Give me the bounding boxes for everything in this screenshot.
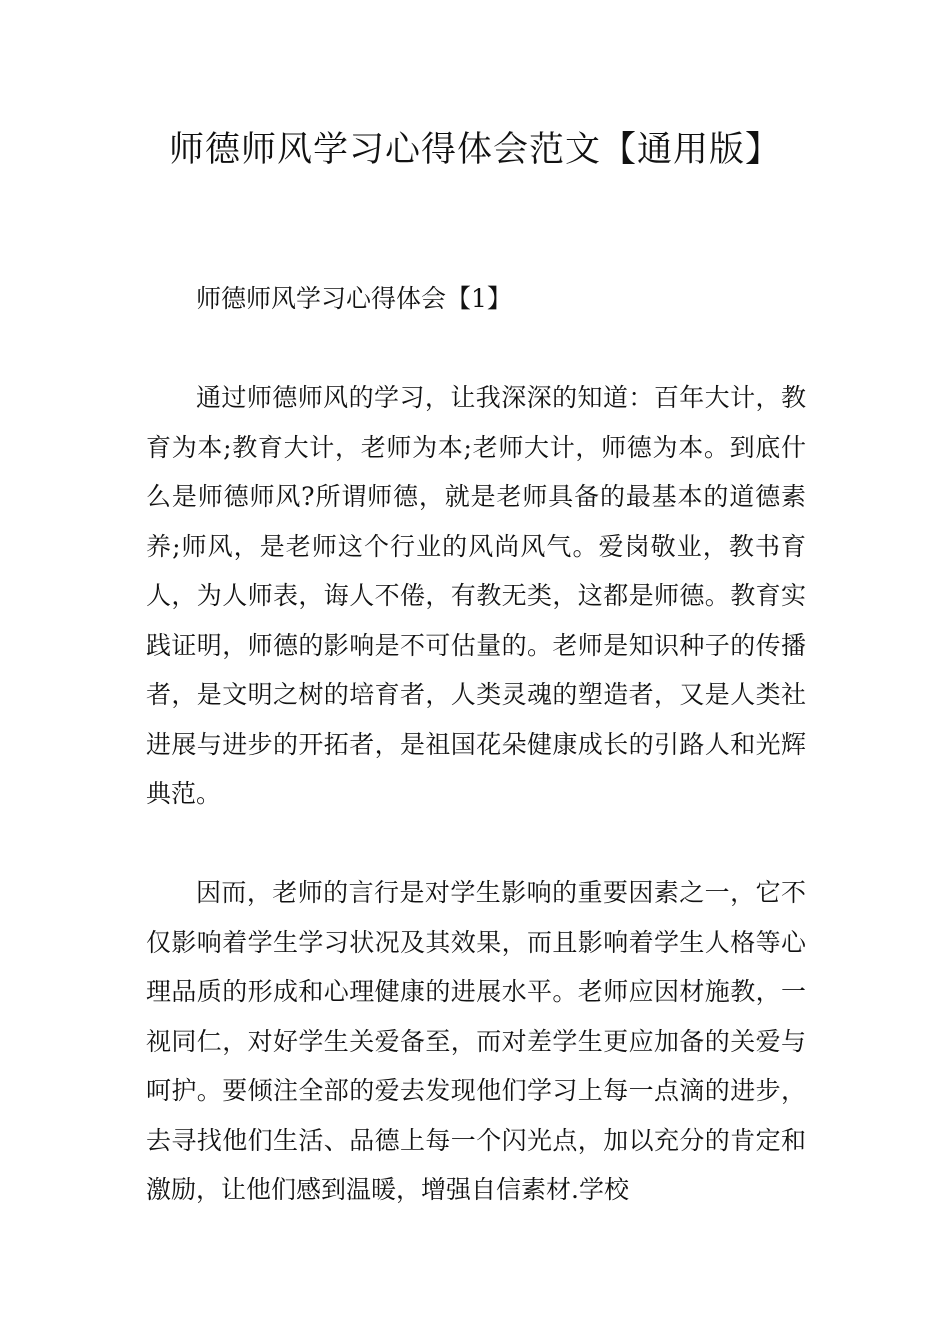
document-title: 师德师风学习心得体会范文【通用版】 bbox=[168, 130, 781, 170]
body-paragraph-1: 通过师德师风的学习，让我深深的知道：百年大计，教育为本;教育大计，老师为本;老师大计，师德为本。到底什么是师德师风?所谓师德，就是老师具备的最基本的道德素养;师风，是老师这个行业的风尚风气。爱岗敬业，教书育人，为人师表，诲人不倦，有教无类，这都是师德。教育实践证明，师德的影响是不可估量的。老师是知识种子的传播者，是文明之树的培育者，人类灵魂的塑造者，又是人类社进展与进步的开拓者，是祖国花朵健康成长的引路人和光辉典范。 bbox=[146, 383, 806, 808]
body-paragraph-2: 因而，老师的言行是对学生影响的重要因素之一，它不仅影响着学生学习状况及其效果，而且影响着学生人格等心理品质的形成和心理健康的进展水平。老师应因材施教，一视同仁，对好学生关爱备至，而对差学生更应加备的关爱与呵护。要倾注全部的爱去发现他们学习上每一点滴的进步，去寻找他们生活、品德上每一个闪光点，加以充分的肯定和激励，让他们感到温暖，增强自信素材.学校 bbox=[146, 878, 806, 1204]
section-heading: 师德师风学习心得体会【1】 bbox=[196, 284, 512, 313]
